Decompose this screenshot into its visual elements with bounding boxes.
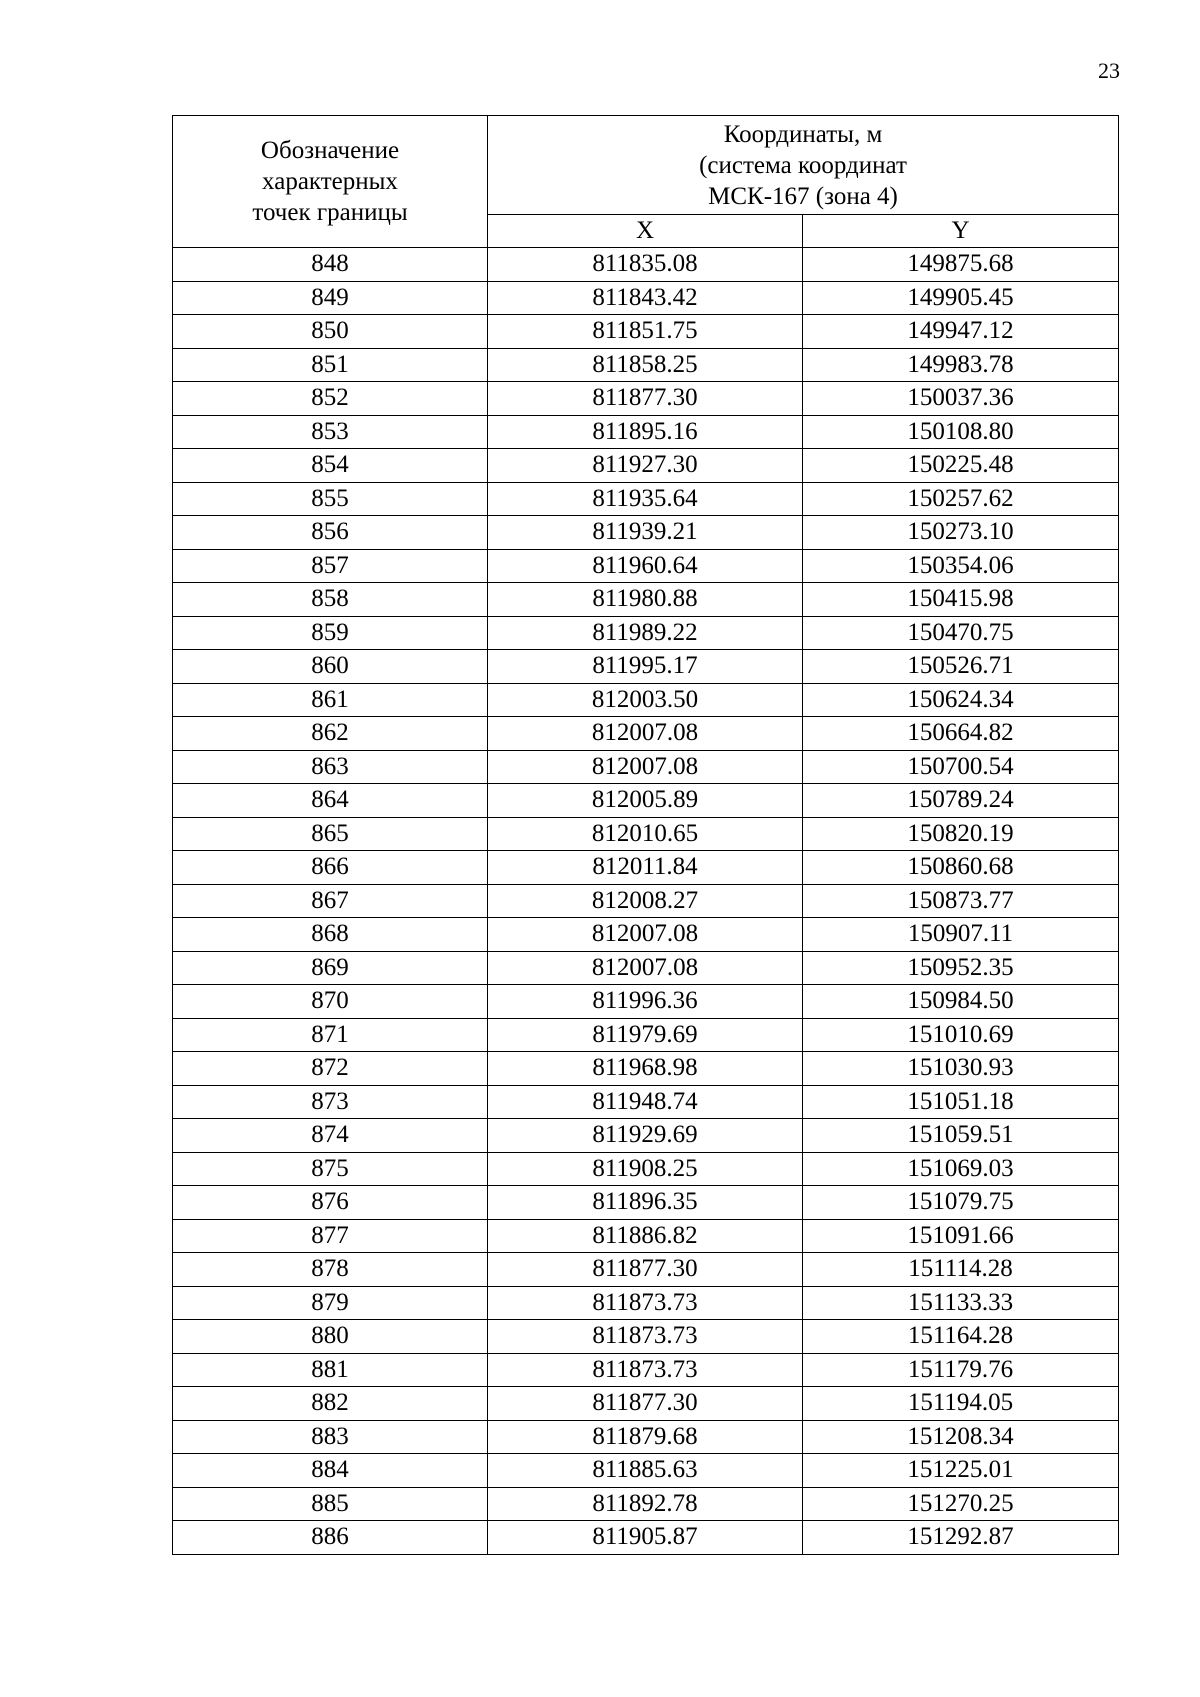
- point-number-cell: 866: [173, 851, 488, 885]
- y-coordinate-cell: 150037.36: [803, 382, 1119, 416]
- x-coordinate-cell: 811877.30: [488, 1387, 803, 1421]
- point-number-cell: 880: [173, 1320, 488, 1354]
- point-number-cell: 879: [173, 1286, 488, 1320]
- y-coordinate-cell: 150700.54: [803, 750, 1119, 784]
- table-row: [173, 985, 1119, 1019]
- point-number-cell: 861: [173, 683, 488, 717]
- y-coordinate-cell: 150789.24: [803, 784, 1119, 818]
- point-number-cell: 864: [173, 784, 488, 818]
- table-row: [173, 549, 1119, 583]
- point-number-cell: 853: [173, 415, 488, 449]
- point-number-cell: 873: [173, 1085, 488, 1119]
- x-coordinate-cell: 811927.30: [488, 449, 803, 483]
- designation-header-line: точек границы: [252, 199, 408, 226]
- y-coordinate-cell: 150526.71: [803, 650, 1119, 684]
- x-coordinate-cell: 811851.75: [488, 315, 803, 349]
- y-coordinate-cell: 150470.75: [803, 616, 1119, 650]
- table-row: [173, 1353, 1119, 1387]
- point-number-cell: 871: [173, 1018, 488, 1052]
- point-number-cell: 852: [173, 382, 488, 416]
- y-coordinate-cell: 151208.34: [803, 1420, 1119, 1454]
- x-coordinate-cell: 811980.88: [488, 583, 803, 617]
- y-coordinate-cell: 150873.77: [803, 884, 1119, 918]
- y-coordinate-cell: 150354.06: [803, 549, 1119, 583]
- table-row: [173, 315, 1119, 349]
- point-number-cell: 878: [173, 1253, 488, 1287]
- coordinates-header-line: Координаты, м: [723, 120, 883, 148]
- x-coordinate-cell: 811873.73: [488, 1353, 803, 1387]
- table-row: [173, 1152, 1119, 1186]
- x-coordinate-cell: 812007.08: [488, 918, 803, 952]
- table-row: [173, 717, 1119, 751]
- table-row: [173, 415, 1119, 449]
- y-coordinate-cell: 150624.34: [803, 683, 1119, 717]
- point-number-cell: 858: [173, 583, 488, 617]
- y-coordinate-cell: 151194.05: [803, 1387, 1119, 1421]
- table-row: [173, 884, 1119, 918]
- x-coordinate-cell: 811908.25: [488, 1152, 803, 1186]
- y-coordinate-cell: 151164.28: [803, 1320, 1119, 1354]
- y-coordinate-cell: 151069.03: [803, 1152, 1119, 1186]
- x-coordinate-cell: 811885.63: [488, 1454, 803, 1488]
- point-number-cell: 870: [173, 985, 488, 1019]
- y-coordinate-cell: 151114.28: [803, 1253, 1119, 1287]
- x-coordinate-cell: 811843.42: [488, 281, 803, 315]
- designation-header: [173, 116, 488, 248]
- point-number-cell: 883: [173, 1420, 488, 1454]
- point-number-cell: 868: [173, 918, 488, 952]
- x-coordinate-cell: 812007.08: [488, 717, 803, 751]
- y-coordinate-cell: 150820.19: [803, 817, 1119, 851]
- point-number-cell: 857: [173, 549, 488, 583]
- x-coordinate-cell: 811886.82: [488, 1219, 803, 1253]
- x-coordinate-cell: 811873.73: [488, 1286, 803, 1320]
- x-coordinate-cell: 811939.21: [488, 516, 803, 550]
- point-number-cell: 876: [173, 1186, 488, 1220]
- point-number-cell: 874: [173, 1119, 488, 1153]
- table-row: [173, 683, 1119, 717]
- table-row: [173, 1018, 1119, 1052]
- table-row: [173, 650, 1119, 684]
- x-coordinate-cell: 811935.64: [488, 482, 803, 516]
- point-number-cell: 850: [173, 315, 488, 349]
- table-row: [173, 1387, 1119, 1421]
- x-coordinate-cell: 811979.69: [488, 1018, 803, 1052]
- coordinates-header-line: МСК-167 (зона 4): [708, 182, 898, 210]
- table-row: [173, 482, 1119, 516]
- x-coordinate-cell: 811929.69: [488, 1119, 803, 1153]
- table-row: [173, 918, 1119, 952]
- point-number-cell: 860: [173, 650, 488, 684]
- x-coordinate-cell: 811858.25: [488, 348, 803, 382]
- x-coordinate-cell: 811968.98: [488, 1052, 803, 1086]
- y-coordinate-cell: 149905.45: [803, 281, 1119, 315]
- y-coordinate-cell: 151133.33: [803, 1286, 1119, 1320]
- point-number-cell: 848: [173, 248, 488, 282]
- y-coordinate-cell: 149875.68: [803, 248, 1119, 282]
- table-row: [173, 851, 1119, 885]
- y-coordinate-cell: 151079.75: [803, 1186, 1119, 1220]
- point-number-cell: 863: [173, 750, 488, 784]
- table-row: [173, 281, 1119, 315]
- y-coordinate-cell: 150415.98: [803, 583, 1119, 617]
- point-number-cell: 882: [173, 1387, 488, 1421]
- point-number-cell: 872: [173, 1052, 488, 1086]
- y-coordinate-cell: 151010.69: [803, 1018, 1119, 1052]
- page-number: 23: [1098, 58, 1120, 83]
- y-coordinate-cell: 150984.50: [803, 985, 1119, 1019]
- x-coordinate-cell: 811905.87: [488, 1521, 803, 1555]
- y-coordinate-cell: 150108.80: [803, 415, 1119, 449]
- y-coordinate-cell: 150273.10: [803, 516, 1119, 550]
- x-coordinate-cell: 812005.89: [488, 784, 803, 818]
- x-coordinate-cell: 812007.08: [488, 750, 803, 784]
- table-row: [173, 1420, 1119, 1454]
- y-coordinate-cell: 151179.76: [803, 1353, 1119, 1387]
- table-row: [173, 1521, 1119, 1555]
- table-row: [173, 1186, 1119, 1220]
- point-number-cell: 881: [173, 1353, 488, 1387]
- x-coordinate-cell: 812007.08: [488, 951, 803, 985]
- point-number-cell: 875: [173, 1152, 488, 1186]
- point-number-cell: 867: [173, 884, 488, 918]
- y-coordinate-cell: 151059.51: [803, 1119, 1119, 1153]
- x-coordinate-cell: 812011.84: [488, 851, 803, 885]
- point-number-cell: 865: [173, 817, 488, 851]
- y-coordinate-cell: 149947.12: [803, 315, 1119, 349]
- point-number-cell: 884: [173, 1454, 488, 1488]
- y-coordinate-cell: 151225.01: [803, 1454, 1119, 1488]
- point-number-cell: 856: [173, 516, 488, 550]
- x-coordinate-cell: 811996.36: [488, 985, 803, 1019]
- table-row: [173, 1487, 1119, 1521]
- designation-header-line: характерных: [262, 168, 398, 195]
- table-row: [173, 382, 1119, 416]
- table-row: [173, 1085, 1119, 1119]
- x-coordinate-cell: 811948.74: [488, 1085, 803, 1119]
- x-coordinate-cell: 811879.68: [488, 1420, 803, 1454]
- table-row: [173, 583, 1119, 617]
- x-column-header: X: [488, 215, 803, 248]
- y-coordinate-cell: 151051.18: [803, 1085, 1119, 1119]
- y-column-header: Y: [803, 215, 1119, 248]
- point-number-cell: 886: [173, 1521, 488, 1555]
- y-coordinate-cell: 150860.68: [803, 851, 1119, 885]
- x-coordinate-cell: 812008.27: [488, 884, 803, 918]
- table-row: [173, 449, 1119, 483]
- x-coordinate-cell: 812003.50: [488, 683, 803, 717]
- y-coordinate-cell: 150257.62: [803, 482, 1119, 516]
- x-coordinate-cell: 811835.08: [488, 248, 803, 282]
- x-coordinate-cell: 811895.16: [488, 415, 803, 449]
- y-coordinate-cell: 151292.87: [803, 1521, 1119, 1555]
- x-coordinate-cell: 811877.30: [488, 1253, 803, 1287]
- x-coordinate-cell: 811873.73: [488, 1320, 803, 1354]
- y-coordinate-cell: 150952.35: [803, 951, 1119, 985]
- table-row: [173, 784, 1119, 818]
- x-coordinate-cell: 811877.30: [488, 382, 803, 416]
- table-row: [173, 248, 1119, 282]
- y-coordinate-cell: 151091.66: [803, 1219, 1119, 1253]
- x-coordinate-cell: 811892.78: [488, 1487, 803, 1521]
- point-number-cell: 851: [173, 348, 488, 382]
- x-coordinate-cell: 811960.64: [488, 549, 803, 583]
- point-number-cell: 869: [173, 951, 488, 985]
- coordinates-table: [172, 115, 1119, 1555]
- point-number-cell: 885: [173, 1487, 488, 1521]
- point-number-cell: 849: [173, 281, 488, 315]
- y-coordinate-cell: 150225.48: [803, 449, 1119, 483]
- table-row: [173, 616, 1119, 650]
- table-row: [173, 1286, 1119, 1320]
- x-coordinate-cell: 811995.17: [488, 650, 803, 684]
- table-row: [173, 348, 1119, 382]
- point-number-cell: 859: [173, 616, 488, 650]
- table-row: [173, 817, 1119, 851]
- y-coordinate-cell: 150907.11: [803, 918, 1119, 952]
- table-row: [173, 1119, 1119, 1153]
- table-row: [173, 951, 1119, 985]
- point-number-cell: 862: [173, 717, 488, 751]
- table-row: [173, 516, 1119, 550]
- table-row: [173, 750, 1119, 784]
- point-number-cell: 877: [173, 1219, 488, 1253]
- designation-header-line: Обозначение: [260, 137, 400, 164]
- point-number-cell: 855: [173, 482, 488, 516]
- x-coordinate-cell: 812010.65: [488, 817, 803, 851]
- x-coordinate-cell: 811896.35: [488, 1186, 803, 1220]
- x-coordinate-cell: 811989.22: [488, 616, 803, 650]
- table-row: [173, 1454, 1119, 1488]
- table-row: [173, 1052, 1119, 1086]
- coordinates-header: [488, 116, 1119, 215]
- y-coordinate-cell: 149983.78: [803, 348, 1119, 382]
- table-row: [173, 1219, 1119, 1253]
- coordinates-header-line: (система координат: [699, 151, 907, 179]
- table-body: [173, 248, 1119, 1555]
- point-number-cell: 854: [173, 449, 488, 483]
- y-coordinate-cell: 151030.93: [803, 1052, 1119, 1086]
- table-row: [173, 1253, 1119, 1287]
- y-coordinate-cell: 150664.82: [803, 717, 1119, 751]
- y-coordinate-cell: 151270.25: [803, 1487, 1119, 1521]
- table-row: [173, 1320, 1119, 1354]
